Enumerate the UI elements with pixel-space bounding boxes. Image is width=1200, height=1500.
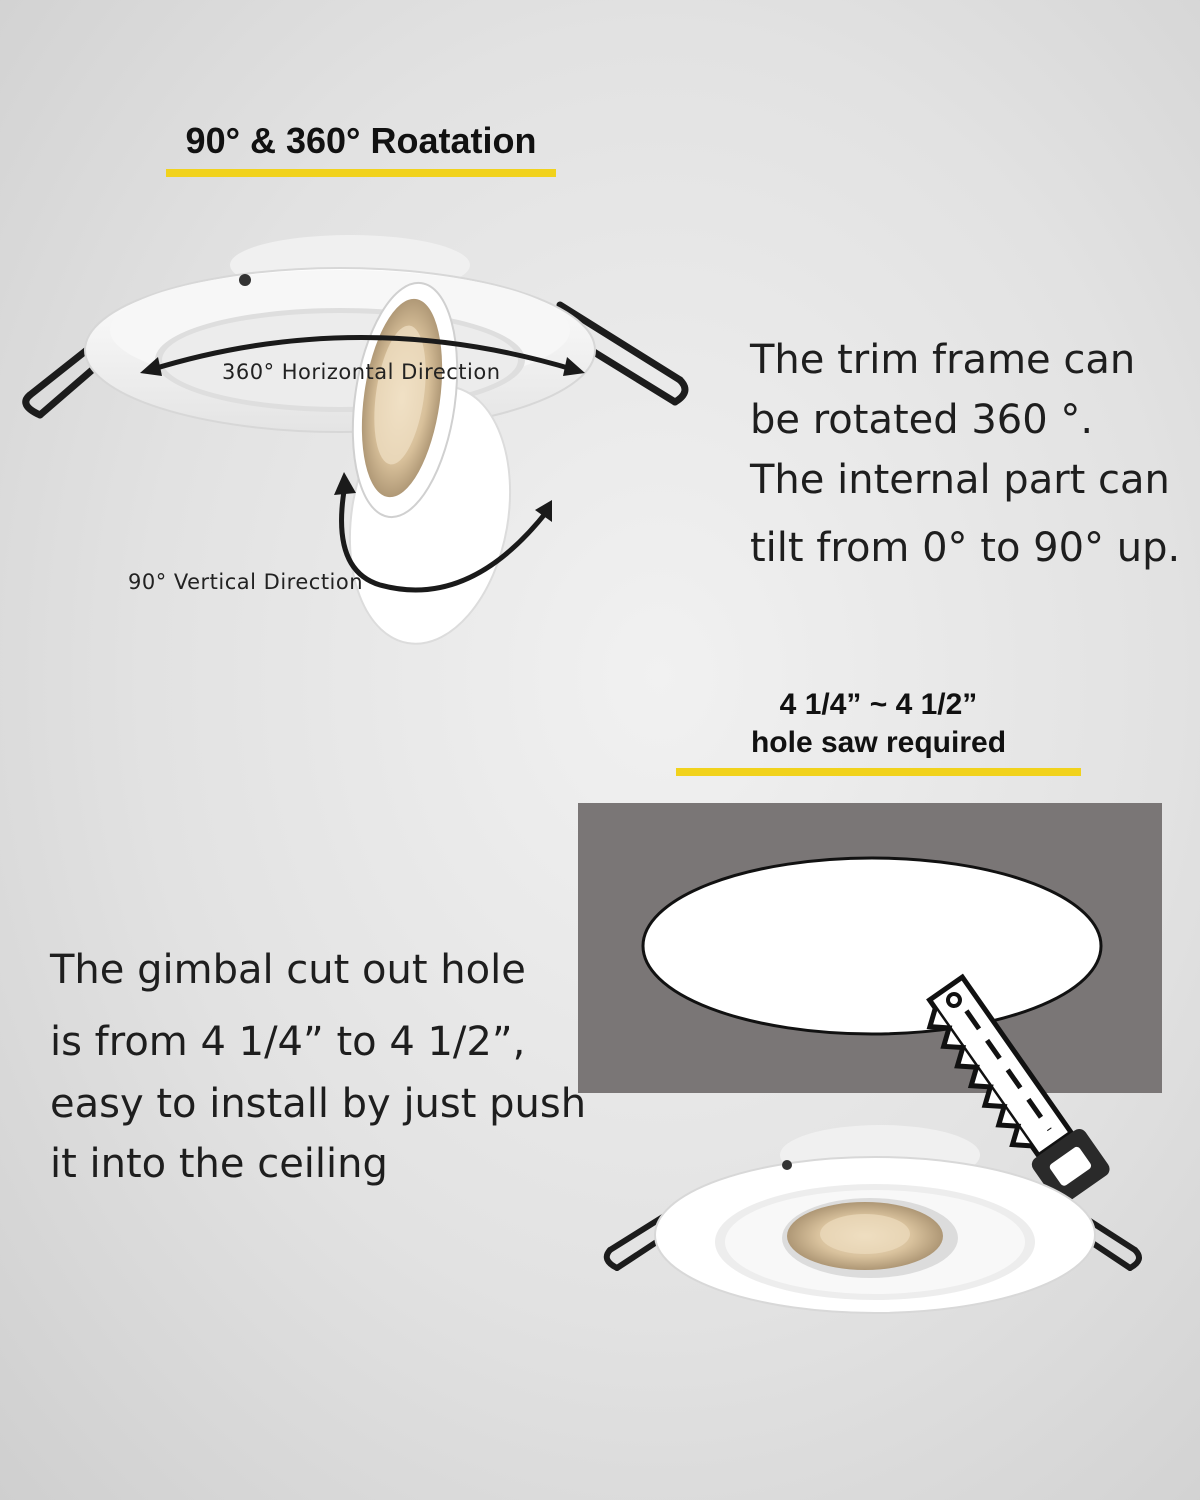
trim-line-2: be rotated 360 °. [750,397,1094,443]
vertical-direction-label: 90° Vertical Direction [128,570,364,594]
gimbal-line-3: easy to install by just push [50,1081,587,1127]
trim-line-3: The internal part can [750,457,1170,503]
horizontal-direction-label: 360° Horizontal Direction [222,360,501,384]
gimbal-line-2: is from 4 1/4” to 4 1/2”, [50,1019,526,1065]
hole-saw-title [676,686,1081,762]
hole-saw-title-underline [676,768,1081,776]
trim-line-4: tilt from 0° to 90° up. [750,525,1181,571]
rotation-title: 90° & 360° Roatation [185,120,537,161]
rotation-title-underline [166,169,556,177]
hole-saw-title-line-1: 4 1/4” ~ 4 1/2” [779,688,978,721]
hole-saw-title-line-2: hole saw required [750,726,1007,759]
gimbal-line-4: it into the ceiling [50,1141,388,1187]
trim-description [750,330,1180,578]
trim-line-1: The trim frame can [750,337,1136,383]
gimbal-description [50,940,586,1194]
gimbal-line-1: The gimbal cut out hole [50,947,526,993]
gimbal-downlight-front [595,1110,1155,1330]
